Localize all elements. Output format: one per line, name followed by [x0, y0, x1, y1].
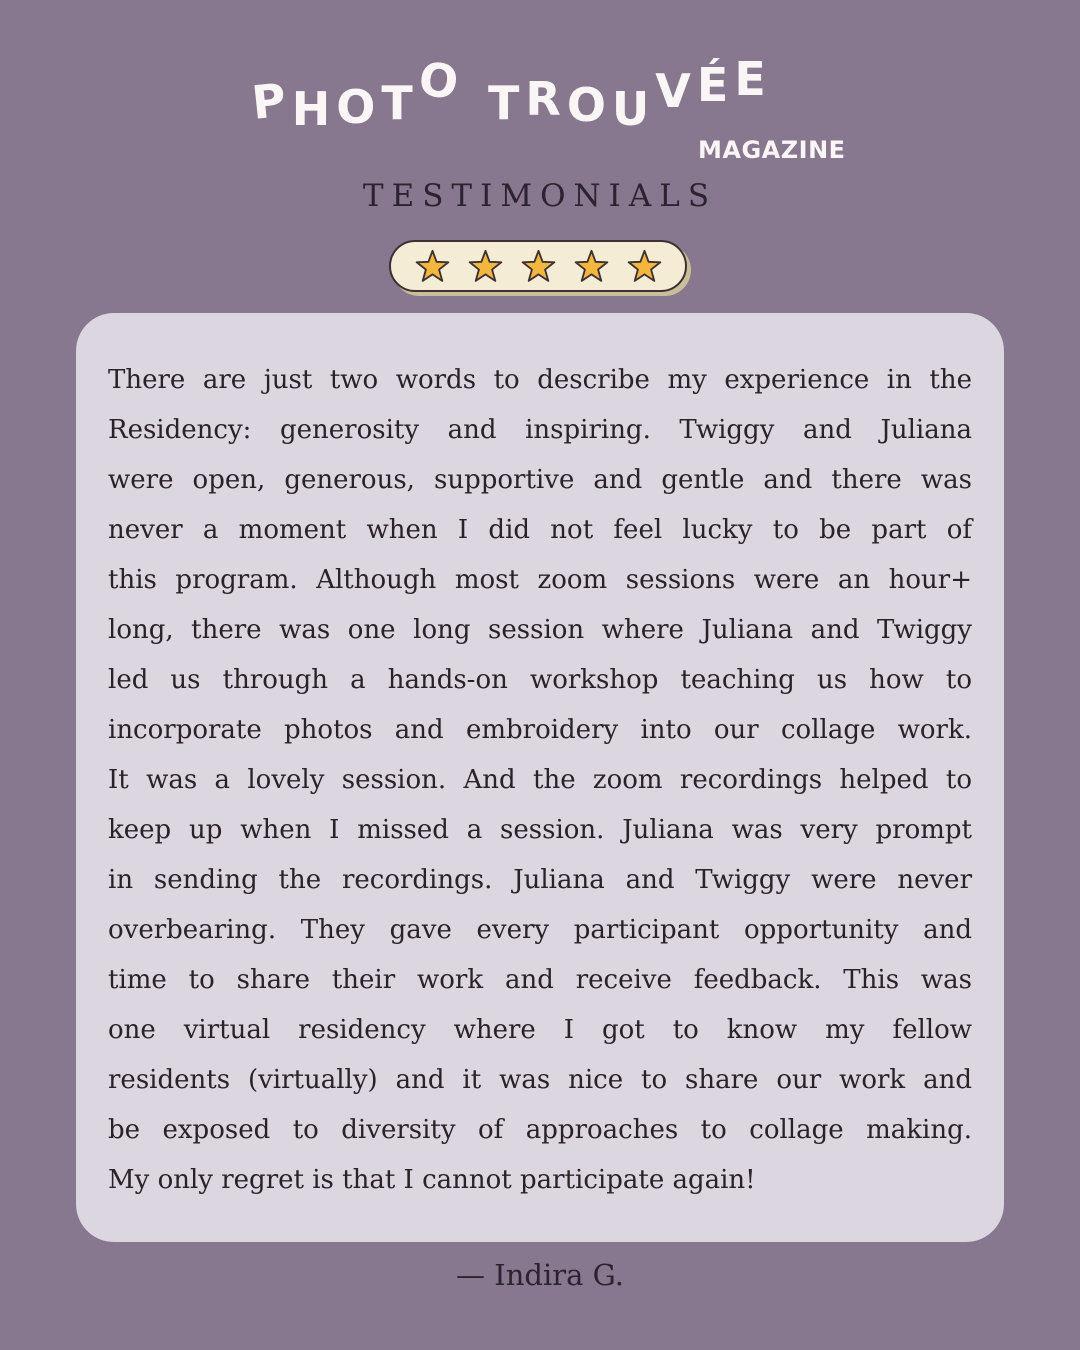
brand-subtitle: MAGAZINE [698, 136, 846, 164]
testimonial-line: led us through a hands-on workshop teaching us how to [108, 665, 972, 695]
testimonial-line: My only regret is that I cannot participate again! [108, 1165, 756, 1195]
brand-word-photo: PHOTO [249, 51, 468, 136]
testimonial-line: keep up when I missed a session. Juliana was very prompt [108, 815, 972, 845]
star-icon [520, 248, 557, 285]
page-title: TESTIMONIALS [362, 178, 718, 214]
testimonial-line: It was a lovely session. And the zoom recordings helped to [108, 765, 972, 795]
testimonial-line: There are just two words to describe my experience in the [108, 365, 972, 395]
testimonial-card [76, 313, 1004, 1242]
testimonial-line: long, there was one long session where Juliana and Twiggy [108, 615, 972, 645]
star-rating [389, 240, 687, 292]
star-icon [573, 248, 610, 285]
testimonial-text [108, 355, 972, 1205]
brand-logo [0, 52, 1080, 172]
testimonial-author: — Indira G. [456, 1258, 624, 1292]
testimonial-line: in sending the recordings. Juliana and Twiggy were never [108, 865, 972, 895]
testimonial-line: Residency: generosity and inspiring. Twiggy and Juliana [108, 415, 972, 445]
star-icon [414, 248, 451, 285]
star-icon [626, 248, 663, 285]
testimonial-line: residents (virtually) and it was nice to share our work and [108, 1065, 972, 1095]
star-icon [467, 248, 504, 285]
testimonial-line: time to share their work and receive feedback. This was [108, 965, 972, 995]
testimonial-line: this program. Although most zoom sessions were an hour+ [108, 565, 972, 595]
brand-word-trouvee: TROUVÉE [488, 52, 772, 136]
testimonial-line: incorporate photos and embroidery into our collage work. [108, 715, 972, 745]
testimonial-line: be exposed to diversity of approaches to collage making. [108, 1115, 972, 1145]
testimonial-line: overbearing. They gave every participant opportunity and [108, 915, 972, 945]
testimonial-line: were open, generous, supportive and gentle and there was [108, 465, 972, 495]
testimonial-line: never a moment when I did not feel lucky to be part of [108, 515, 972, 545]
testimonial-line: one virtual residency where I got to know my fellow [108, 1015, 972, 1045]
